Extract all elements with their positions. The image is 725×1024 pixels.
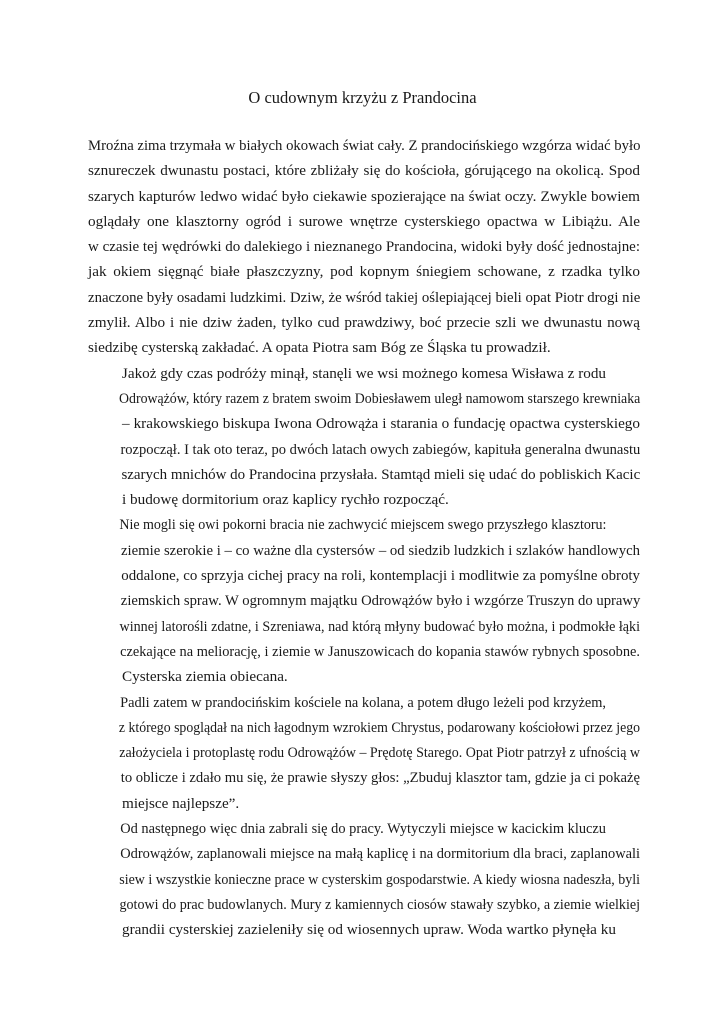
text-line: Jakoż gdy czas podróży minął, stanęli we wsi możnego komesa Wisława z rodu <box>121 364 607 382</box>
text-line: Cysterska ziemia obiecana. <box>122 668 288 686</box>
text-line: z którego spoglądał na nich łagodnym wzrokiem Chrystus, podarowany kościołowi przez jego <box>118 718 641 736</box>
text-line: miejsce najlepsze”. <box>122 794 240 812</box>
text-line: założyciela i protoplastę rodu Odrowążów – Prędotę Starego. Opat Piotr patrzył z ufnością w <box>119 744 640 762</box>
text-line: Padli zatem w prandocińskim kościele na kolana, a potem długo leżeli pod krzyżem, <box>120 693 607 711</box>
text-line: szarych kapturów ledwo widać było ciekawie spozierające na świat oczy. Zwykle bowiem <box>88 187 640 205</box>
text-line: Odrowążów, który razem z bratem swoim Dobiesławem uległ namowom starszego krewniaka <box>119 389 641 407</box>
text-line: grandii cysterskiej zazieleniły się od wiosennych upraw. Woda wartko płynęła ku <box>122 921 616 939</box>
text-line: Nie mogli się owi pokorni bracia nie zachwycić miejscem swego przyszłego klasztoru: <box>119 516 607 534</box>
text-line: siew i wszystkie konieczne prace w cysterskim gospodarstwie. A kiedy wiosna nadeszła, byli <box>119 870 641 888</box>
paragraph <box>88 816 640 942</box>
text-line: ziemskich spraw. W ogromnym majątku Odrowążów było i wzgórze Truszyn do uprawy <box>120 592 641 610</box>
text-line: Mroźna zima trzymała w białych okowach świat cały. Z prandocińskiego wzgórza widać było <box>88 137 641 154</box>
text-line: oddalone, co sprzyja cichej pracy na roli, kontemplacji i modlitwie za pomyślne obroty <box>121 567 640 585</box>
text-line: zmylił. Albo i nie dziw żaden, tylko cud prawdziwy, boć przecie szli we dwunastu nową <box>88 314 640 332</box>
paragraph <box>88 512 640 689</box>
text-line: to oblicze i zdało mu się, że prawie słyszy głos: „Zbuduj klasztor tam, gdzie ja ci pokażę <box>120 769 641 787</box>
text-line: szarych mnichów do Prandocina przysłała. Stamtąd mieli się udać do pobliskich Kacic <box>121 465 641 483</box>
text-line: w czasie tej wędrówki do dalekiego i nieznanego Prandocina, widoki były dość jednostajne: <box>88 238 640 256</box>
text-line: znaczone były osadami ludzkimi. Dziw, że wśród takiej oślepiającej bieli opat Piotr drogi nie <box>88 288 641 306</box>
text-line: – krakowskiego biskupa Iwona Odrowąża i starania o fundację opactwa cysterskiego <box>122 415 640 433</box>
text-line: rozpoczął. I tak oto teraz, po dwóch latach owych zabiegów, kapituła generalna dwunastu <box>120 440 641 458</box>
text-line: siedzibę cysterską zakładać. A opata Piotra sam Bóg ze Śląska tu prowadził. <box>88 339 551 357</box>
text-line: Od następnego więc dnia zabrali się do pracy. Wytyczyli miejsce w kacickim kluczu <box>120 820 607 838</box>
text-line: czekające na meliorację, i ziemie w Januszowicach do kopania stawów rybnych sposobne. <box>120 642 640 660</box>
text-line: sznureczek dwunastu postaci, które zbliżały się do kościoła, górującego na okolicą. Spod <box>88 162 640 180</box>
paragraph <box>88 133 640 361</box>
paragraph <box>88 361 640 513</box>
paragraph <box>88 690 640 816</box>
text-line: winnej latorośli zdatne, i Szreniawa, nad którą młyny budować było można, i podmokłe łąki <box>119 617 640 635</box>
text-line: jak okiem sięgnąć białe płaszczyzny, pod kopnym śniegiem schowane, z rzadka tylko <box>88 263 640 281</box>
text-line: gotowi do prac budowlanych. Mury z kamiennych ciosów stawały szybko, a ziemie wielkiej <box>119 895 641 913</box>
text-line: oglądały one klasztorny ogród i surowe wnętrze cysterskiego opactwa w Libiążu. Ale <box>88 212 640 230</box>
text-line: Odrowążów, zaplanowali miejsce na małą kaplicę i na dormitorium dla braci, zaplanowali <box>120 845 641 863</box>
text-line: i budowę dormitorium oraz kaplicy rychło rozpocząć. <box>122 491 449 509</box>
document-body <box>88 133 640 943</box>
document-title: O cudownym krzyżu z Prandocina <box>248 88 477 107</box>
text-line: ziemie szerokie i – co ważne dla cystersów – od siedzib ludzkich i szlaków handlowych <box>120 541 640 559</box>
